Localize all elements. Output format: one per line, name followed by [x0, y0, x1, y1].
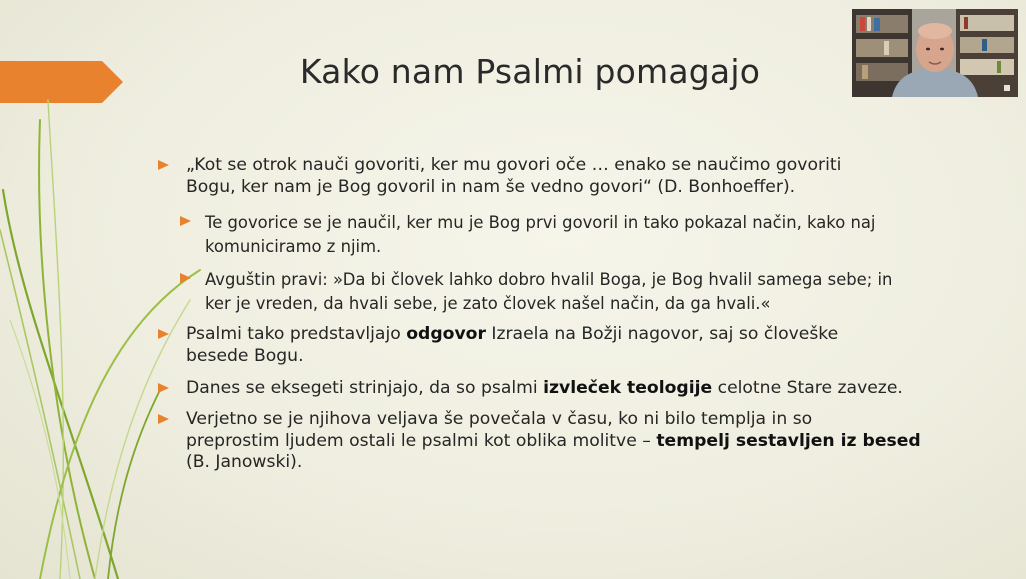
stem-2 — [0, 230, 80, 579]
sub-bullet-2 — [205, 268, 892, 316]
sub-bullet-2-line-1: Avguštin pravi: »Da bi človek lahko dobro hvalil Boga, je Bog hvalil samega sebe; in — [205, 270, 893, 289]
bullet-1 — [186, 155, 841, 198]
sub-bullet-arrow-icon — [180, 216, 191, 226]
webcam-video-icon — [852, 9, 1018, 97]
bullet-4-text-a: preprostim ljudem ostali le psalmi kot oblika molitve – — [186, 430, 657, 451]
bullet-1-line-1: „Kot se otrok nauči govoriti, ker mu govori oče … enako se naučimo govoriti — [186, 155, 842, 175]
bullet-1-line-2: Bogu, ker nam je Bog govoril in nam še vedno govori“ (D. Bonhoeffer). — [186, 176, 796, 197]
sub-bullet-2-line-2: ker je vreden, da hvali sebe, je zato človek našel način, da ga hvali.« — [205, 294, 771, 313]
stem-8 — [10, 320, 70, 579]
bullet-2-bold: odgovor — [406, 324, 486, 344]
bullet-4-line-1: Verjetno se je njihova veljava še povečala v času, ko ni bilo templja in so — [186, 409, 813, 429]
bullet-2 — [186, 324, 838, 367]
stem-3 — [39, 120, 95, 579]
sub-bullet-arrow-icon — [180, 273, 191, 283]
bullet-3-text-b: celotne Stare zaveze. — [712, 378, 903, 398]
bullet-4-line-3: (B. Janowski). — [186, 452, 303, 472]
bullet-3-bold: izvleček teologije — [543, 378, 713, 398]
sub-bullet-1-line-2: komuniciramo z njim. — [205, 237, 382, 256]
orange-banner-arrow-icon — [0, 61, 123, 103]
bullet-2-text-a: Psalmi tako predstavljajo — [186, 324, 407, 344]
bullet-4-line-2 — [186, 431, 921, 453]
stem-7 — [108, 390, 160, 579]
slide-title: Kako nam Psalmi pomagajo — [299, 52, 761, 91]
bullet-arrow-icon — [158, 329, 169, 339]
bullet-4 — [186, 409, 921, 474]
bullet-2-line-1 — [186, 324, 838, 346]
bullet-2-line-2: besede Bogu. — [186, 345, 304, 366]
bullet-arrow-icon — [158, 383, 169, 393]
bullet-arrow-icon — [158, 160, 169, 170]
bullet-arrow-icon — [158, 414, 169, 424]
bullet-2-text-b: Izraela na Božji nagovor, saj so človeške — [485, 324, 839, 344]
bullet-3-line-1 — [186, 378, 903, 400]
sub-bullet-1 — [205, 211, 875, 259]
bullet-4-bold: tempelj sestavljen iz besed — [656, 430, 921, 451]
webcam-overlay — [852, 9, 1018, 97]
bullet-3 — [186, 378, 903, 400]
sub-bullet-1-line-1: Te govorice se je naučil, ker mu je Bog prvi govoril in tako pokazal način, kako naj — [205, 213, 876, 232]
bullet-3-text-a: Danes se eksegeti strinjajo, da so psalmi — [186, 378, 544, 398]
stem-6 — [95, 300, 190, 579]
